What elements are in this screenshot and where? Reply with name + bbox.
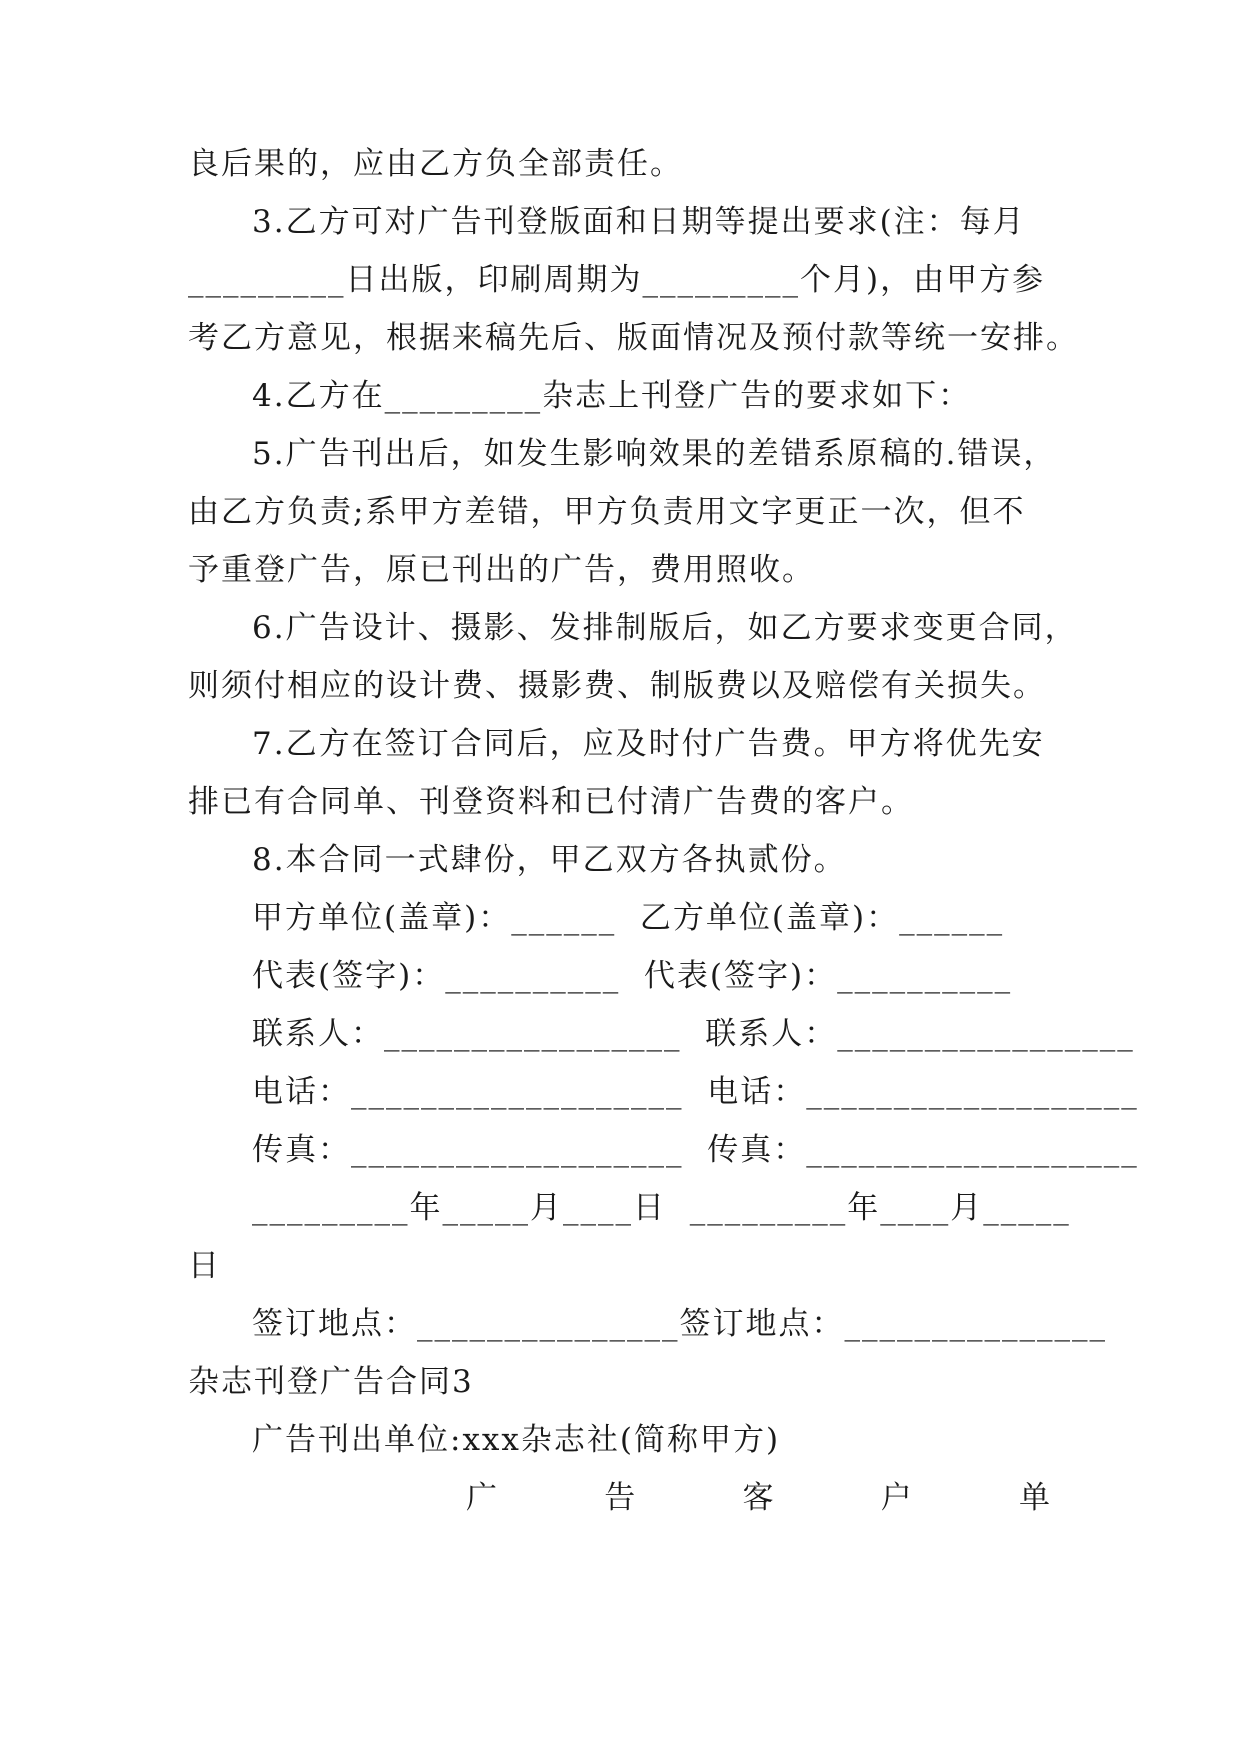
spread-char: 广 (466, 1480, 497, 1516)
spread-char: 告 (604, 1480, 636, 1516)
text-line-6: 5.广告刊出后，如发生影响效果的差错系原稿的.错误， (252, 436, 1057, 472)
text-line-11: 7.乙方在签订合同后，应及时付广告费。甲方将优先安 (252, 726, 1045, 762)
spread-char: 单 (1019, 1480, 1050, 1516)
signature-line-unit: 甲方单位(盖章)：______ 乙方单位(盖章)：______ (252, 900, 1005, 936)
text-line-13: 8.本合同一式肆份，甲乙双方各执贰份。 (252, 842, 847, 878)
signature-line-date-continued: 日 (188, 1248, 221, 1284)
text-line-1: 良后果的，应由乙方负全部责任。 (188, 146, 683, 182)
text-line-7: 由乙方负责;系甲方差错，甲方负责用文字更正一次，但不 (188, 494, 1026, 530)
text-line-10: 则须付相应的设计费、摄影费、制版费以及赔偿有关损失。 (188, 668, 1046, 704)
text-line-publisher: 广告刊出单位:xxx杂志社(简称甲方) (252, 1422, 781, 1458)
signature-line-fax: 传真：___________________ 传真：___________________ (252, 1132, 1139, 1168)
signature-line-contact: 联系人：_________________ 联系人：_________________ (252, 1016, 1135, 1052)
signature-line-representative: 代表(签字)：__________ 代表(签字)：__________ (252, 958, 1013, 994)
spread-text-line (466, 1478, 1050, 1518)
text-line-9: 6.广告设计、摄影、发排制版后，如乙方要求变更合同， (252, 610, 1078, 646)
signature-line-date: _________年_____月____日 _________年____月_____ (252, 1190, 1071, 1226)
text-line-5: 4.乙方在_________杂志上刊登广告的要求如下： (252, 378, 972, 414)
text-line-3: _________日出版，印刷周期为_________个月)，由甲方参 (188, 262, 1046, 298)
section-heading: 杂志刊登广告合同3 (188, 1364, 474, 1400)
spread-char: 客 (742, 1480, 774, 1516)
text-line-8: 予重登广告，原已刊出的广告，费用照收。 (188, 552, 815, 588)
signature-line-phone: 电话：___________________ 电话：___________________ (252, 1074, 1139, 1110)
signature-line-place: 签订地点：_______________签订地点：_______________ (252, 1306, 1107, 1342)
text-line-2: 3.乙方可对广告刊登版面和日期等提出要求(注：每月 (252, 204, 1026, 240)
spread-char: 户 (880, 1480, 912, 1516)
text-line-4: 考乙方意见，根据来稿先后、版面情况及预付款等统一安排。 (188, 320, 1079, 356)
text-line-12: 排已有合同单、刊登资料和已付清广告费的客户。 (188, 784, 914, 820)
